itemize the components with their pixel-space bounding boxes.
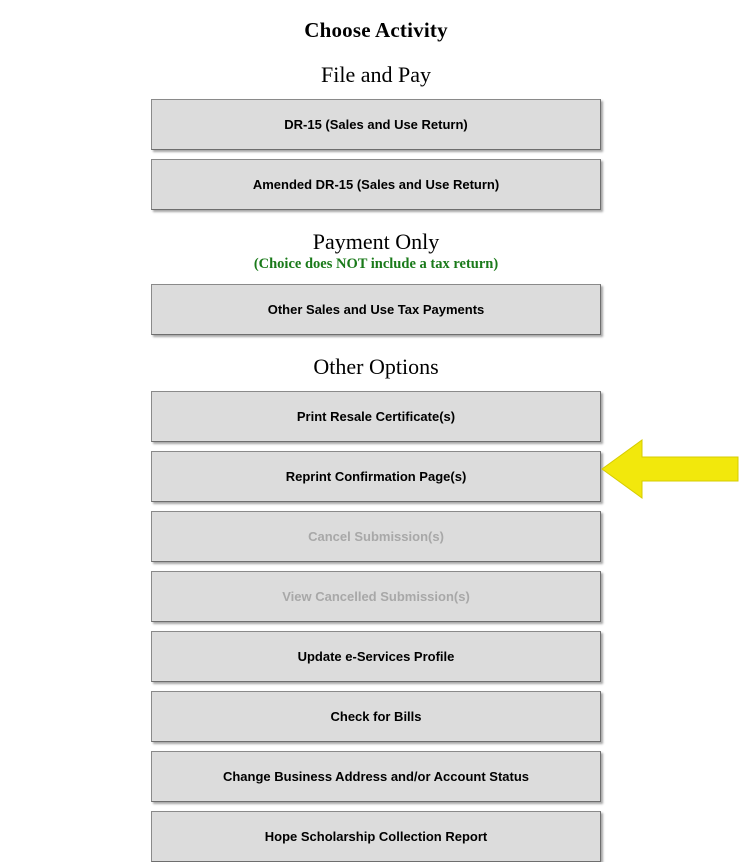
section-heading-payment-only: Payment Only [312, 229, 440, 254]
button-hope-scholarship-collection-report[interactable]: Hope Scholarship Collection Report [151, 811, 601, 862]
button-view-cancelled-submissions: View Cancelled Submission(s) [151, 571, 601, 622]
button-change-business-address-or-account-status[interactable]: Change Business Address and/or Account Status [151, 751, 601, 802]
button-row [0, 811, 752, 862]
section-heading-other-options: Other Options [313, 354, 439, 379]
button-other-sales-and-use-tax-payments[interactable]: Other Sales and Use Tax Payments [151, 284, 601, 335]
section-heading-file-and-pay: File and Pay [321, 62, 431, 87]
section-note-payment-only: (Choice does NOT include a tax return) [253, 256, 499, 272]
button-row [0, 284, 752, 335]
button-row [0, 99, 752, 150]
choose-activity-page [0, 18, 752, 848]
button-row [0, 451, 752, 502]
button-row [0, 691, 752, 742]
button-row [0, 511, 752, 562]
button-cancel-submissions: Cancel Submission(s) [151, 511, 601, 562]
page-title: Choose Activity [304, 18, 448, 42]
button-row [0, 391, 752, 442]
button-row [0, 571, 752, 622]
button-row [0, 631, 752, 682]
button-print-resale-certificates[interactable]: Print Resale Certificate(s) [151, 391, 601, 442]
button-check-for-bills[interactable]: Check for Bills [151, 691, 601, 742]
button-amended-dr15-sales-and-use-return[interactable]: Amended DR-15 (Sales and Use Return) [151, 159, 601, 210]
button-reprint-confirmation-pages[interactable]: Reprint Confirmation Page(s) [151, 451, 601, 502]
button-dr15-sales-and-use-return[interactable]: DR-15 (Sales and Use Return) [151, 99, 601, 150]
button-update-eservices-profile[interactable]: Update e-Services Profile [151, 631, 601, 682]
button-row [0, 159, 752, 210]
button-row [0, 751, 752, 802]
